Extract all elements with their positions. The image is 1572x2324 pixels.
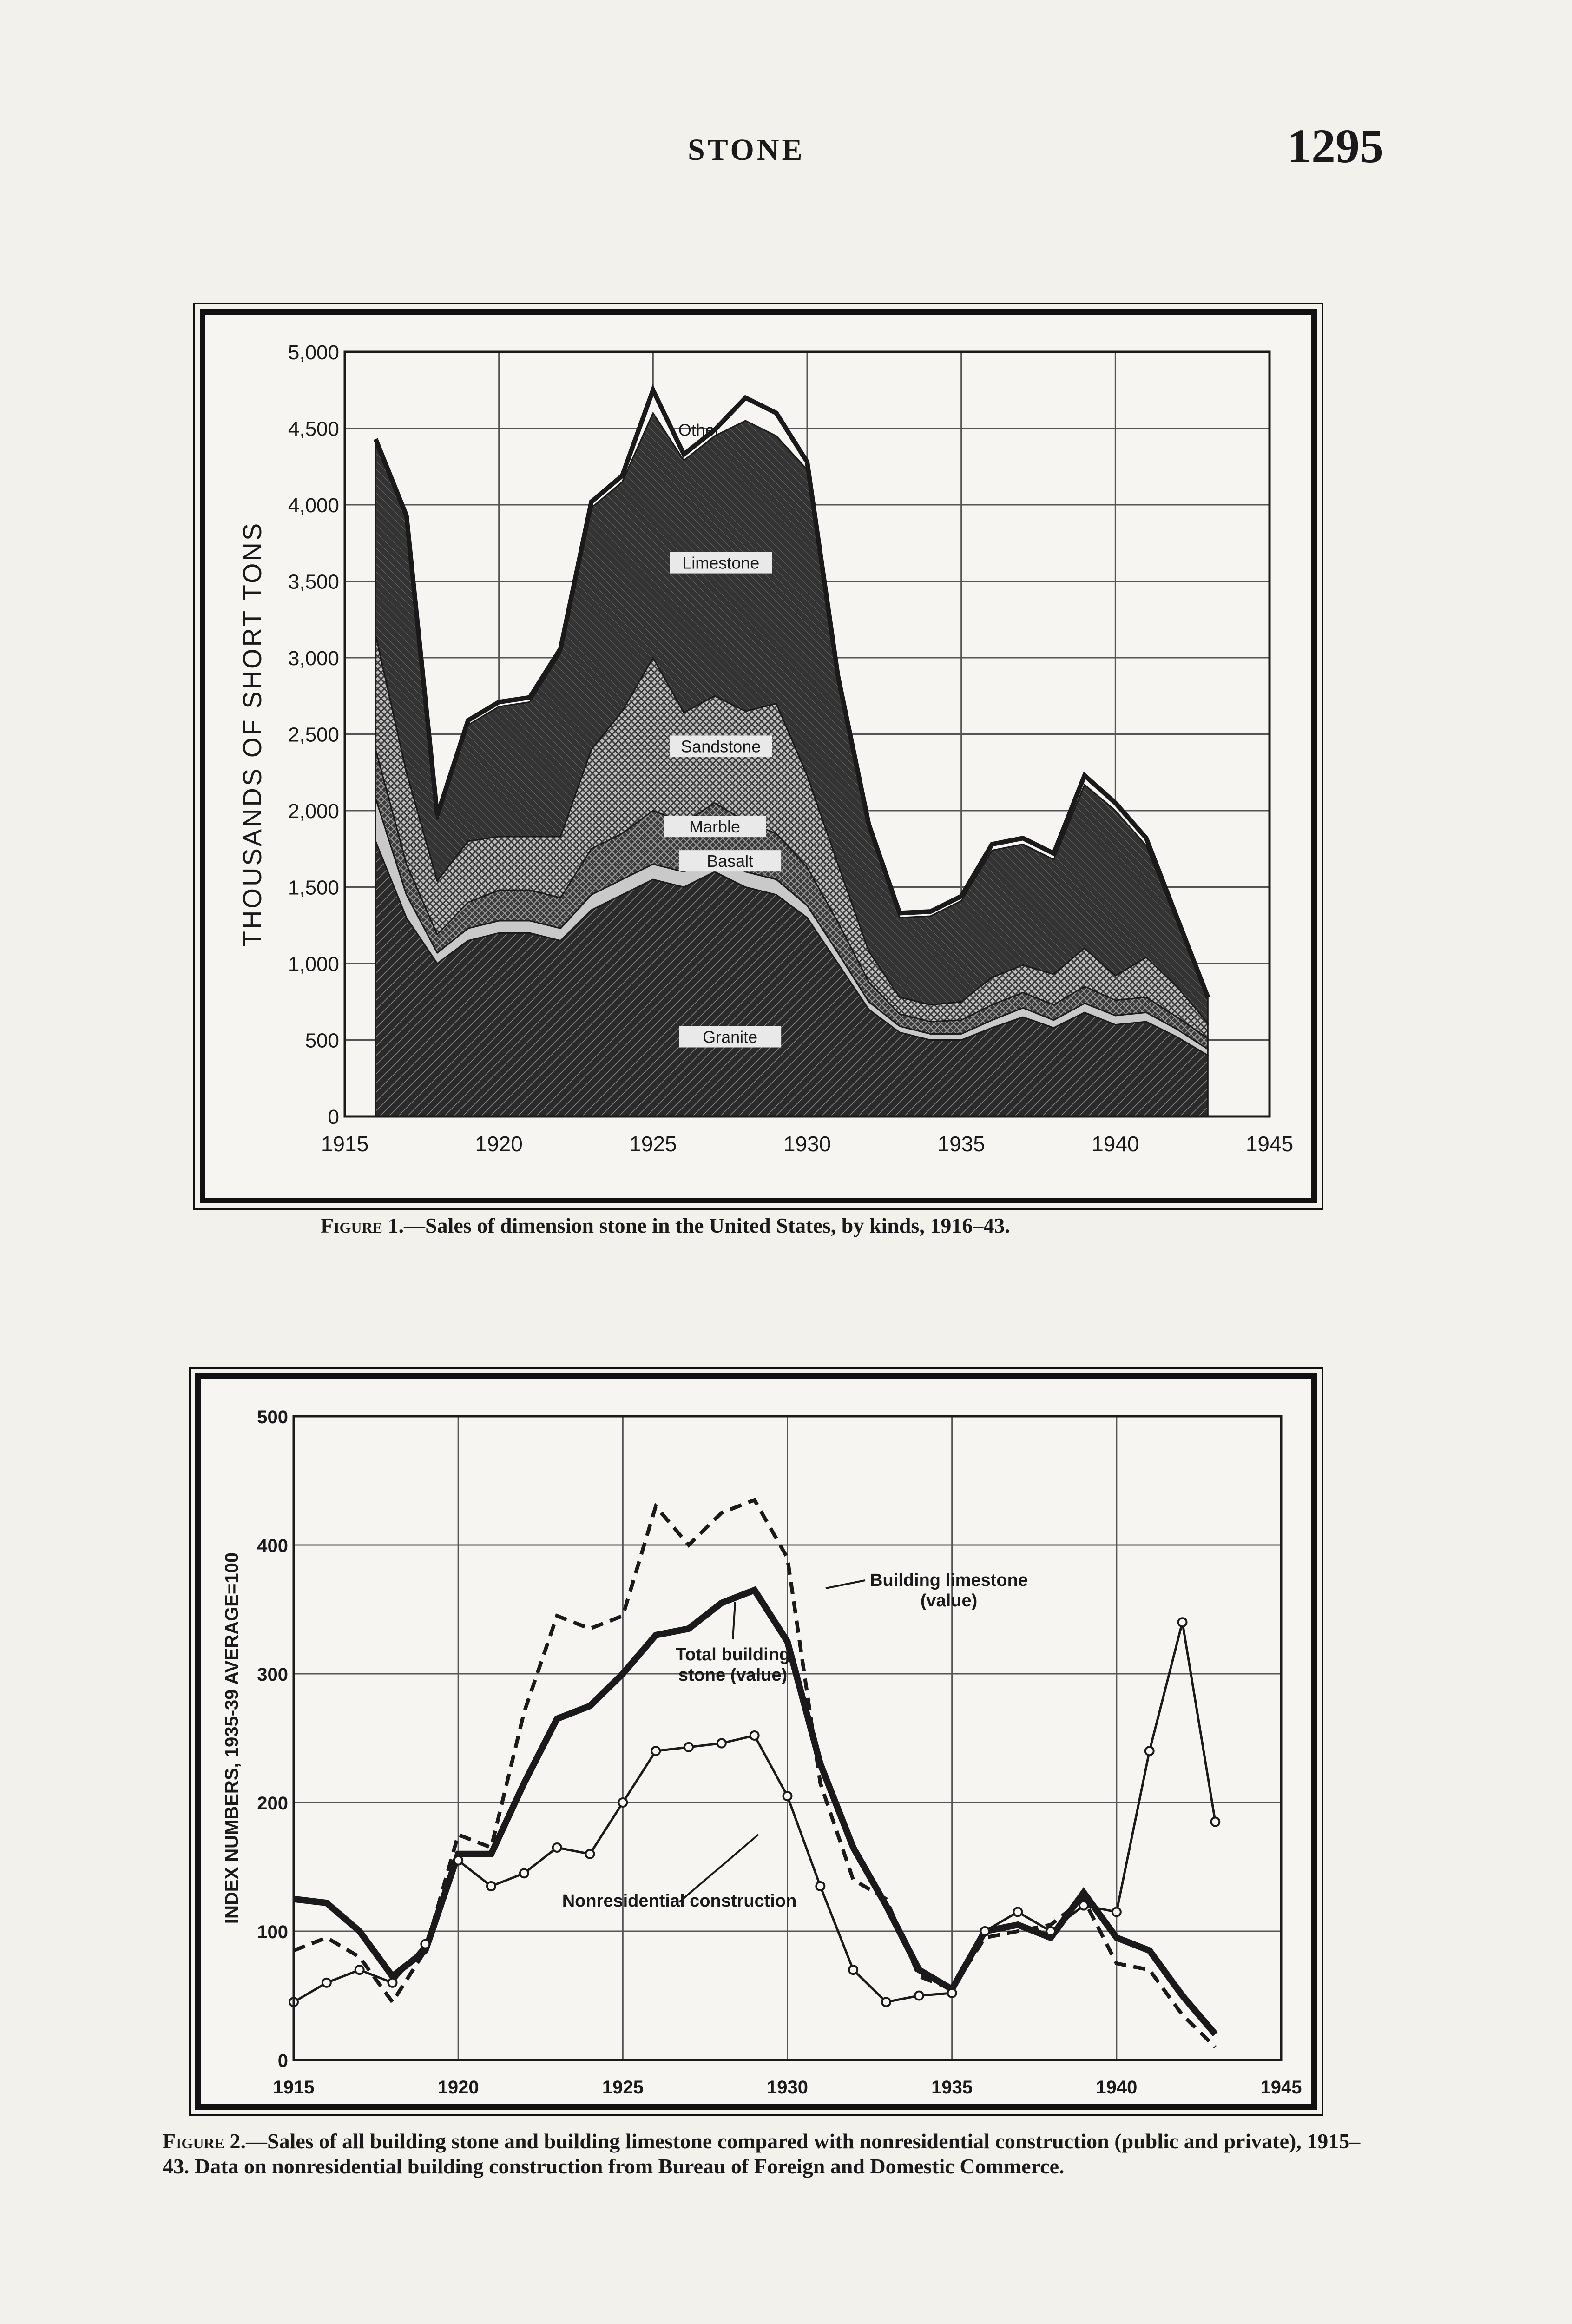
fig2-series-label: (value) [920,1591,978,1611]
fig2-ytick-label: 200 [257,1793,288,1814]
fig2-leader-line [733,1602,735,1639]
figure1-svg [205,315,1311,1198]
fig1-xtick-label: 1925 [629,1132,677,1156]
figure1-chart [200,309,1317,1203]
figure2-caption [163,2129,1371,2179]
figure2-caption-label: Figure 2. [163,2129,246,2153]
fig1-ytick-label: 2,000 [288,800,339,823]
fig2-point-nonresidential [882,1998,890,2006]
fig1-xtick-label: 1930 [783,1132,831,1156]
fig2-point-nonresidential [1079,1901,1088,1910]
fig2-point-nonresidential [816,1882,824,1890]
fig2-xtick-label: 1940 [1096,2077,1138,2098]
fig2-xtick-label: 1930 [767,2077,808,2098]
fig2-xtick-label: 1935 [931,2077,973,2098]
fig2-point-nonresidential [948,1989,956,1997]
fig2-point-nonresidential [618,1798,627,1807]
fig2-point-nonresidential [849,1966,857,1974]
section-title: STONE [688,133,805,167]
figure2-chart [195,1373,1317,2110]
fig2-series-label: Building limestone [870,1571,1028,1590]
figure1-caption [321,1213,1436,1238]
fig1-ytick-label: 500 [305,1029,339,1052]
fig2-ytick-label: 100 [257,1922,288,1942]
fig1-ytick-label: 3,000 [288,647,339,670]
fig1-ytick-label: 4,000 [288,494,339,517]
fig2-point-nonresidential [586,1850,594,1858]
fig2-ytick-label: 500 [257,1407,288,1427]
fig2-point-nonresidential [388,1979,397,1987]
fig2-point-nonresidential [520,1869,528,1877]
figure2-caption-text: —Sales of all building stone and building limestone compared with nonresidential construction (public and private), 1915–43. Data on nonresidential building construction from Bureau of Foreign and Domestic Commerce. [163,2129,1361,2178]
fig2-xtick-label: 1945 [1260,2077,1302,2098]
fig2-ylabel: INDEX NUMBERS, 1935-39 AVERAGE=100 [222,1552,242,1924]
fig2-point-nonresidential [1046,1927,1055,1935]
fig2-point-nonresidential [651,1747,660,1755]
figure2-svg [201,1379,1311,2104]
fig1-ytick-label: 1,000 [288,953,339,976]
fig1-xtick-label: 1915 [321,1132,369,1156]
fig2-leader-line [826,1580,865,1588]
fig1-label-granite: Granite [703,1027,758,1047]
fig1-label-sandstone: Sandstone [681,737,761,756]
fig2-ytick-label: 300 [257,1664,288,1685]
fig2-point-nonresidential [981,1927,989,1935]
fig2-point-nonresidential [1145,1747,1154,1755]
fig2-ytick-label: 0 [277,2051,288,2071]
fig1-ytick-label: 0 [328,1106,339,1129]
fig2-series-label: Total building [675,1645,790,1664]
fig2-point-nonresidential [487,1882,495,1890]
fig1-label-marble: Marble [689,817,741,837]
fig2-xtick-label: 1920 [437,2077,479,2098]
fig1-ytick-label: 4,500 [288,417,339,441]
fig1-ylabel: THOUSANDS OF SHORT TONS [237,521,267,947]
fig2-point-nonresidential [915,1992,923,2000]
fig1-ytick-label: 2,500 [288,723,339,746]
fig1-ytick-label: 1,500 [288,876,339,899]
fig1-ytick-label: 5,000 [288,341,339,364]
fig1-label-other: Other [678,420,720,440]
fig1-xtick-label: 1920 [475,1132,523,1156]
fig2-series-label: stone (value) [678,1665,788,1685]
fig1-xtick-label: 1935 [937,1132,985,1156]
fig2-xtick-label: 1915 [273,2077,315,2098]
page-number: 1295 [1287,119,1384,173]
figure1-caption-text: —Sales of dimension stone in the United States, by kinds, 1916–43. [404,1214,1010,1237]
fig2-point-nonresidential [1211,1818,1219,1826]
fig2-line-1 [294,1500,1215,2047]
fig2-series-label: Nonresidential construction [562,1891,797,1911]
fig2-point-nonresidential [1013,1908,1022,1916]
fig2-point-nonresidential [1112,1908,1121,1916]
fig2-point-nonresidential [1178,1618,1187,1626]
fig2-xtick-label: 1925 [602,2077,644,2098]
fig2-point-nonresidential [750,1731,759,1740]
fig2-ytick-label: 400 [257,1536,288,1556]
fig1-label-limestone: Limestone [682,553,760,573]
fig2-point-nonresidential [421,1940,429,1948]
fig1-xtick-label: 1945 [1245,1132,1294,1156]
fig2-point-nonresidential [717,1739,726,1748]
figure1-caption-label: Figure 1. [321,1214,404,1237]
fig2-point-nonresidential [684,1743,693,1751]
fig2-point-nonresidential [783,1792,792,1800]
fig1-xtick-label: 1940 [1092,1132,1139,1156]
fig2-point-nonresidential [454,1856,462,1865]
fig2-point-nonresidential [355,1966,364,1974]
fig2-point-nonresidential [553,1843,561,1852]
fig1-label-basalt: Basalt [707,852,754,871]
fig1-ytick-label: 3,500 [288,570,339,594]
fig2-point-nonresidential [322,1979,331,1987]
